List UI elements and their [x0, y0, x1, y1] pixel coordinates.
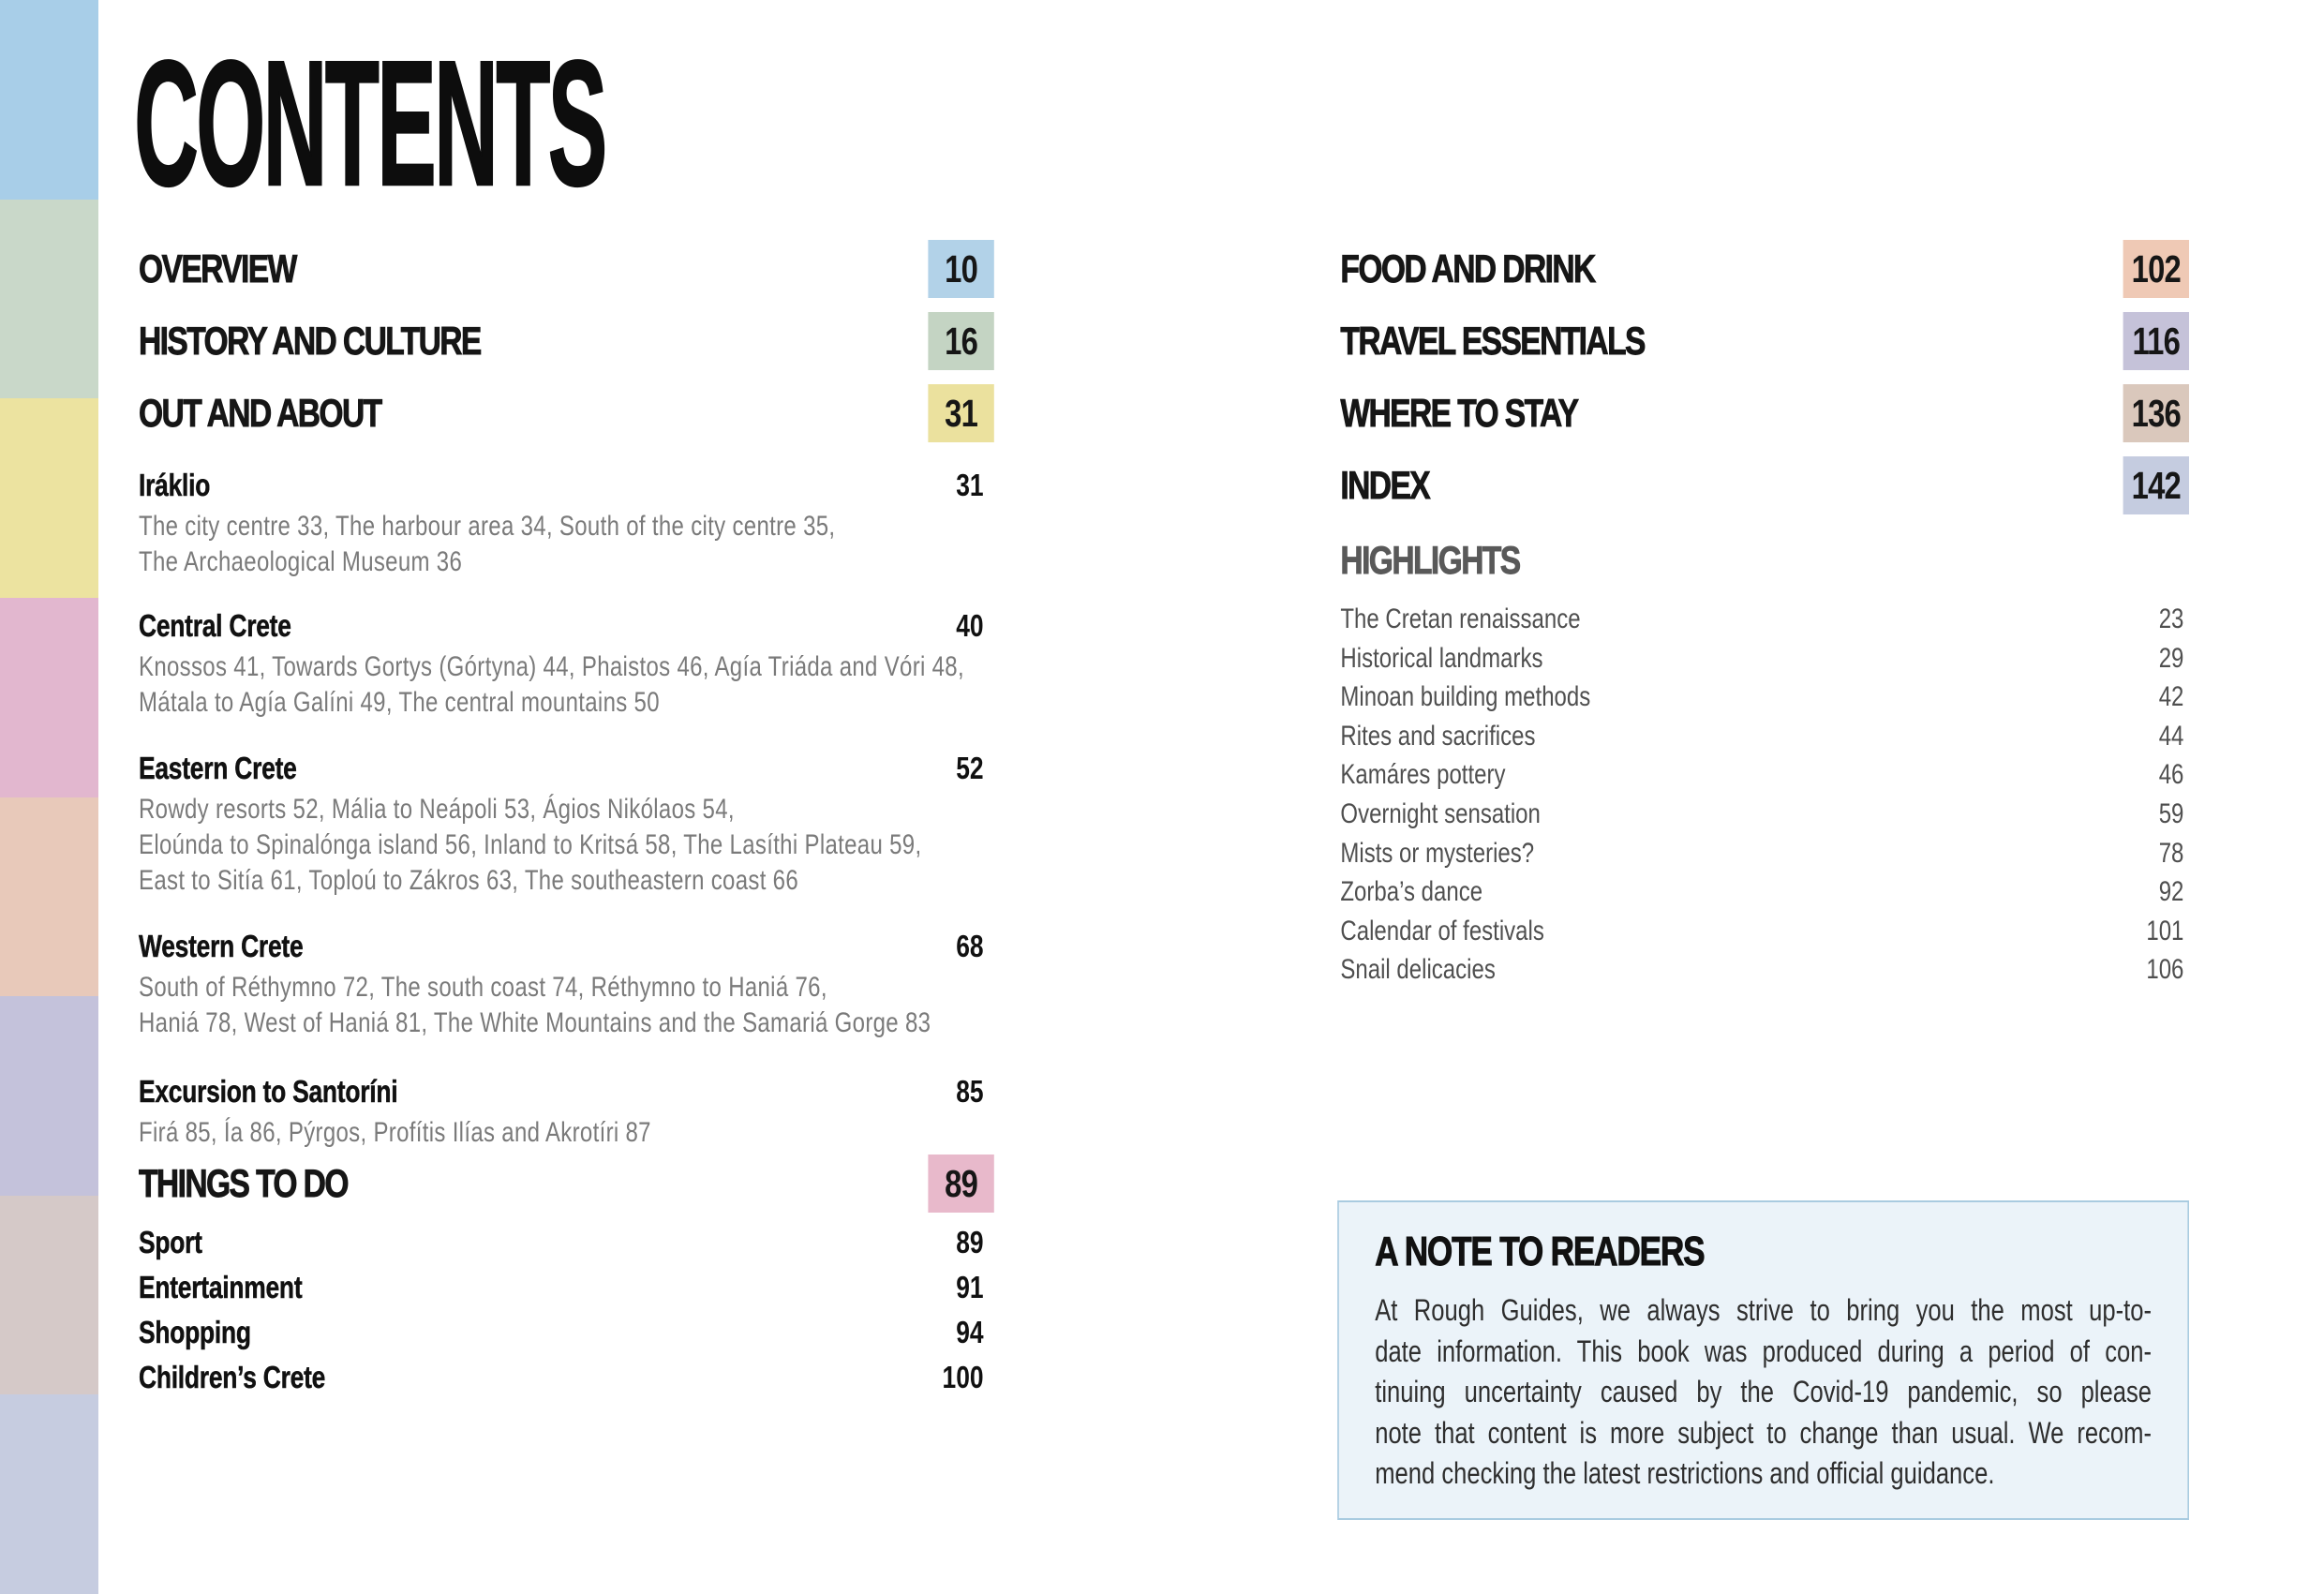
toc-description [139, 649, 964, 721]
toc-description-line: South of Réthymno 72, The south coast 74, Réthymno to Haniá 76, [139, 972, 827, 1003]
toc-activity-row [139, 1316, 984, 1349]
toc-description-line: Rowdy resorts 52, Mália to Neápoli 53, Ágios Nikólaos 54, [139, 794, 735, 825]
note-body-line: mend checking the latest restrictions and official guidance. [1375, 1456, 1995, 1490]
highlight-row [1340, 834, 2183, 873]
page-number: 31 [956, 468, 984, 502]
highlight-page: 46 [2158, 759, 2184, 791]
highlight-page: 101 [2146, 915, 2184, 946]
toc-description [139, 970, 931, 1041]
page-number: 94 [956, 1315, 984, 1349]
highlight-label: Snail delicacies [1340, 954, 1496, 986]
highlight-row [1340, 600, 2183, 639]
note-title: A NOTE TO READERS [1375, 1229, 1705, 1274]
page-number-box: 89 [928, 1155, 993, 1213]
toc-description-line: Haniá 78, West of Haniá 81, The White Mountains and the Samariá Gorge 83 [139, 1007, 931, 1038]
highlight-row [1340, 872, 2183, 912]
toc-section-label: THINGS TO DO [139, 1161, 348, 1205]
toc-description-line: Eloúnda to Spinalónga island 56, Inland to Kritsá 58, The Lasíthi Plateau 59, [139, 829, 922, 860]
toc-subsection-row [139, 1073, 984, 1110]
toc-section-label: OUT AND ABOUT [139, 391, 381, 435]
toc-subsection-row [139, 467, 984, 504]
highlights-heading: HIGHLIGHTS [1340, 538, 1520, 582]
note-body-line: date information. This book was produced during a period of con- [1375, 1333, 2152, 1368]
page-number-box: 102 [2123, 240, 2189, 298]
page-number: 40 [956, 608, 984, 643]
page-title: CONTENTS [134, 24, 605, 223]
toc-section-row [1340, 240, 2189, 298]
toc-section-label: TRAVEL ESSENTIALS [1340, 319, 1645, 363]
highlight-label: Rites and sacrifices [1340, 720, 1536, 752]
toc-section-label: WHERE TO STAY [1340, 391, 1578, 435]
page-number-box: 142 [2123, 456, 2189, 514]
toc-activity-row [139, 1271, 984, 1304]
highlight-page: 29 [2158, 642, 2184, 674]
page-number: 100 [942, 1360, 984, 1394]
page-number: 68 [956, 929, 984, 963]
toc-activity-label: Entertainment [139, 1270, 303, 1304]
note-body [1375, 1290, 2152, 1495]
page-number: 52 [956, 751, 984, 785]
toc-subsection-label: Excursion to Santoríni [139, 1074, 398, 1109]
toc-activity-row [139, 1226, 984, 1259]
highlight-page: 59 [2158, 797, 2184, 829]
page-number: 85 [956, 1074, 984, 1109]
toc-description-line: East to Sitía 61, Toploú to Zákros 63, The southeastern coast 66 [139, 865, 799, 896]
page-number-box: 31 [928, 384, 993, 442]
note-to-readers-box [1337, 1200, 2189, 1520]
note-body-line: tinuing uncertainty caused by the Covid-19 pandemic, so please [1375, 1375, 2152, 1408]
highlight-page: 23 [2158, 603, 2184, 634]
toc-activity-label: Children’s Crete [139, 1360, 326, 1394]
highlight-page: 42 [2158, 681, 2184, 713]
highlight-row [1340, 912, 2183, 951]
toc-section-row [139, 384, 994, 442]
toc-subsection-label: Eastern Crete [139, 751, 297, 785]
highlight-row [1340, 795, 2183, 834]
toc-subsection-label: Iráklio [139, 468, 211, 502]
toc-subsection-label: Western Crete [139, 929, 304, 963]
highlight-page: 106 [2146, 954, 2184, 986]
toc-subsection-row [139, 750, 984, 787]
toc-description-line: Firá 85, Ía 86, Pýrgos, Profítis Ilías and Akrotíri 87 [139, 1117, 651, 1148]
toc-section-row [1340, 384, 2189, 442]
page-number-box: 10 [928, 240, 993, 298]
highlight-label: Minoan building methods [1340, 681, 1591, 713]
highlight-label: Historical landmarks [1340, 642, 1543, 674]
highlight-label: Kamáres pottery [1340, 759, 1506, 791]
highlights-list [1340, 600, 2183, 990]
toc-section-row [1340, 312, 2189, 370]
toc-section-label: INDEX [1340, 463, 1430, 507]
highlight-label: Mists or mysteries? [1340, 837, 1535, 869]
toc-activity-label: Sport [139, 1225, 202, 1259]
highlight-page: 92 [2158, 876, 2184, 908]
highlight-row [1340, 755, 2183, 795]
highlight-row [1340, 950, 2183, 990]
highlight-row [1340, 678, 2183, 717]
page-number: 91 [956, 1270, 984, 1304]
toc-description [139, 1115, 651, 1151]
highlight-label: Calendar of festivals [1340, 915, 1544, 946]
toc-section-label: HISTORY AND CULTURE [139, 319, 481, 363]
highlight-label: The Cretan renaissance [1340, 603, 1581, 634]
toc-description-line: Knossos 41, Towards Gortys (Górtyna) 44, Phaistos 46, Agía Triáda and Vóri 48, [139, 651, 964, 682]
toc-section-row [139, 1155, 994, 1213]
toc-description-line: The Archaeological Museum 36 [139, 546, 463, 577]
toc-section-row [139, 240, 994, 298]
note-body-line: note that content is more subject to change than usual. We recom- [1375, 1415, 2152, 1450]
page-number-box: 116 [2123, 312, 2189, 370]
toc-activity-row [139, 1361, 984, 1394]
toc-section-row [1340, 456, 2189, 514]
highlight-row [1340, 717, 2183, 756]
toc-description [139, 509, 835, 580]
highlight-page: 44 [2158, 720, 2184, 752]
toc-section-label: FOOD AND DRINK [1340, 246, 1595, 290]
toc-description-line: The city centre 33, The harbour area 34, South of the city centre 35, [139, 511, 836, 542]
page-number-box: 136 [2123, 384, 2189, 442]
toc-description [139, 792, 921, 899]
toc-section-row [139, 312, 994, 370]
highlight-page: 78 [2158, 837, 2184, 869]
toc-subsection-label: Central Crete [139, 608, 291, 643]
highlight-label: Overnight sensation [1340, 797, 1541, 829]
toc-subsection-row [139, 607, 984, 645]
toc-subsection-row [139, 928, 984, 965]
highlight-row [1340, 639, 2183, 678]
highlight-label: Zorba’s dance [1340, 876, 1483, 908]
page-number-box: 16 [928, 312, 993, 370]
note-body-line: At Rough Guides, we always strive to bring you the most up-to- [1375, 1293, 2152, 1327]
toc-section-label: OVERVIEW [139, 246, 296, 290]
toc-activity-label: Shopping [139, 1315, 251, 1349]
toc-description-line: Mátala to Agía Galíni 49, The central mountains 50 [139, 687, 660, 718]
page-number: 89 [956, 1225, 984, 1259]
